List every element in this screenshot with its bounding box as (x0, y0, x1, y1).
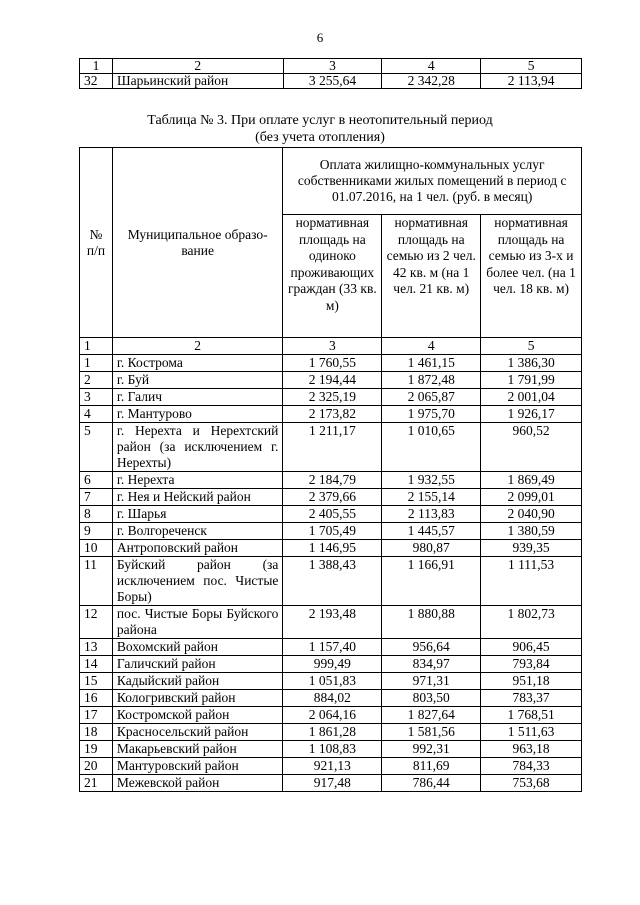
index-cell: 5 (481, 338, 582, 355)
row-number: 4 (80, 406, 113, 423)
row-value-three: 1 111,53 (481, 557, 582, 606)
row-number: 9 (80, 523, 113, 540)
row-value: 3 255,64 (283, 74, 382, 89)
row-value-three: 783,37 (481, 690, 582, 707)
table-title (0, 112, 640, 146)
row-value-two: 1 872,48 (382, 372, 481, 389)
index-cell: 2 (112, 338, 282, 355)
row-value-two: 1 010,65 (382, 423, 481, 472)
row-number: 32 (80, 74, 113, 89)
row-value-two: 1 880,88 (382, 606, 481, 639)
col3-header: нормативная площадь на одиноко проживающих граждан (33 кв. м) (283, 215, 382, 338)
row-value-single: 884,02 (283, 690, 382, 707)
row-value-two: 811,69 (382, 758, 481, 775)
row-value-three: 753,68 (481, 775, 582, 792)
row-name: пос. Чистые Боры Буйского района (112, 606, 282, 639)
row-name: Мантуровский район (112, 758, 282, 775)
row-value-single: 1 388,43 (283, 557, 382, 606)
row-value-three: 906,45 (481, 639, 582, 656)
row-number: 7 (80, 489, 113, 506)
row-value-two: 2 155,14 (382, 489, 481, 506)
table-row (80, 673, 582, 690)
table-row (80, 707, 582, 724)
row-value-two: 992,31 (382, 741, 481, 758)
header-cell: 5 (481, 59, 582, 74)
row-value-two: 1 461,15 (382, 355, 481, 372)
table-header-row (80, 148, 582, 215)
table-row (80, 372, 582, 389)
row-value-three: 939,35 (481, 540, 582, 557)
table-row (80, 606, 582, 639)
table-row (80, 656, 582, 673)
row-number: 18 (80, 724, 113, 741)
table-row (80, 74, 582, 89)
row-value-three: 2 001,04 (481, 389, 582, 406)
tariff-table (79, 147, 582, 792)
table-row (80, 775, 582, 792)
row-value-three: 1 380,59 (481, 523, 582, 540)
row-name: г. Нерехта и Нерехтский район (за исключением г. Нерехты) (112, 423, 282, 472)
table-row (80, 355, 582, 372)
row-name: Галичский район (112, 656, 282, 673)
row-value-three: 1 768,51 (481, 707, 582, 724)
table-row (80, 758, 582, 775)
row-value-two: 956,64 (382, 639, 481, 656)
row-name: Красносельский район (112, 724, 282, 741)
page-number: 6 (316, 30, 324, 45)
row-number: 5 (80, 423, 113, 472)
row-value-single: 2 379,66 (283, 489, 382, 506)
row-value-two: 834,97 (382, 656, 481, 673)
header-cell: 3 (283, 59, 382, 74)
row-number: 19 (80, 741, 113, 758)
row-number: 16 (80, 690, 113, 707)
row-name: г. Мантурово (112, 406, 282, 423)
row-value-three: 1 386,30 (481, 355, 582, 372)
table-row (80, 741, 582, 758)
row-value-three: 1 802,73 (481, 606, 582, 639)
row-name: Межевской район (112, 775, 282, 792)
col-name-header: Муниципальное образо-вание (112, 148, 282, 338)
row-value-single: 921,13 (283, 758, 382, 775)
row-number: 6 (80, 472, 113, 489)
row-value-three: 1 869,49 (481, 472, 582, 489)
row-name: г. Галич (112, 389, 282, 406)
row-value-single: 1 157,40 (283, 639, 382, 656)
index-cell: 1 (80, 338, 113, 355)
row-value-single: 2 325,19 (283, 389, 382, 406)
table-row (80, 472, 582, 489)
row-value-single: 1 705,49 (283, 523, 382, 540)
table-title-line: Таблица № 3. При оплате услуг в неотопительный период (147, 113, 493, 128)
row-value-single: 917,48 (283, 775, 382, 792)
row-value-single: 2 193,48 (283, 606, 382, 639)
row-value-two: 1 166,91 (382, 557, 481, 606)
header-cell: 1 (80, 59, 113, 74)
row-number: 10 (80, 540, 113, 557)
row-value-two: 971,31 (382, 673, 481, 690)
row-number: 15 (80, 673, 113, 690)
row-value-single: 1 760,55 (283, 355, 382, 372)
row-name: г. Волгореченск (112, 523, 282, 540)
row-number: 20 (80, 758, 113, 775)
row-number: 17 (80, 707, 113, 724)
table-row (80, 489, 582, 506)
row-value-single: 2 173,82 (283, 406, 382, 423)
row-value-three: 793,84 (481, 656, 582, 673)
row-value-single: 2 405,55 (283, 506, 382, 523)
row-number: 2 (80, 372, 113, 389)
table-row (80, 557, 582, 606)
table-row (80, 506, 582, 523)
row-value-single: 1 051,83 (283, 673, 382, 690)
row-number: 3 (80, 389, 113, 406)
row-number: 1 (80, 355, 113, 372)
row-name: г. Шарья (112, 506, 282, 523)
table-row (80, 690, 582, 707)
col-number-header: № п/п (80, 148, 113, 338)
row-value-two: 1 932,55 (382, 472, 481, 489)
header-cell: 4 (382, 59, 481, 74)
col4-header: нормативная площадь на семью из 2 чел. 42 кв. м (на 1 чел. 21 кв. м) (382, 215, 481, 338)
row-number: 21 (80, 775, 113, 792)
row-name: г. Кострома (112, 355, 282, 372)
row-value-single: 1 108,83 (283, 741, 382, 758)
row-value-three: 951,18 (481, 673, 582, 690)
col-group-header: Оплата жилищно-коммунальных услуг собственниками жилых помещений в период с 01.07.2016, на 1 чел. (руб. в месяц) (283, 148, 582, 215)
row-value-single: 1 211,17 (283, 423, 382, 472)
row-name: г. Нерехта (112, 472, 282, 489)
row-value-single: 2 184,79 (283, 472, 382, 489)
row-value-two: 803,50 (382, 690, 481, 707)
row-number: 8 (80, 506, 113, 523)
row-name: г. Нея и Нейский район (112, 489, 282, 506)
row-value-three: 960,52 (481, 423, 582, 472)
table-row (80, 406, 582, 423)
row-name: Костромской район (112, 707, 282, 724)
index-cell: 4 (382, 338, 481, 355)
top-table (79, 58, 582, 89)
row-value-two: 1 827,64 (382, 707, 481, 724)
row-name: г. Буй (112, 372, 282, 389)
row-value-three: 2 099,01 (481, 489, 582, 506)
row-value-two: 1 975,70 (382, 406, 481, 423)
row-value-single: 1 146,95 (283, 540, 382, 557)
row-value-single: 2 194,44 (283, 372, 382, 389)
row-value-three: 784,33 (481, 758, 582, 775)
table-header-row (80, 59, 582, 74)
index-cell: 3 (283, 338, 382, 355)
column-index-row (80, 338, 582, 355)
row-value-two: 2 113,83 (382, 506, 481, 523)
row-name: Шарьинский район (112, 74, 283, 89)
header-cell: 2 (112, 59, 283, 74)
row-value-two: 786,44 (382, 775, 481, 792)
row-value: 2 113,94 (481, 74, 582, 89)
row-value-three: 1 791,99 (481, 372, 582, 389)
table-row (80, 423, 582, 472)
table-row (80, 389, 582, 406)
row-value-single: 1 861,28 (283, 724, 382, 741)
row-value-single: 2 064,16 (283, 707, 382, 724)
table-row (80, 523, 582, 540)
row-value-three: 2 040,90 (481, 506, 582, 523)
row-number: 13 (80, 639, 113, 656)
row-number: 11 (80, 557, 113, 606)
table-row (80, 639, 582, 656)
row-number: 14 (80, 656, 113, 673)
row-value-two: 1 445,57 (382, 523, 481, 540)
table-subtitle: (без учета отопления) (255, 130, 385, 145)
row-name: Кадыйский район (112, 673, 282, 690)
row-name: Антроповский район (112, 540, 282, 557)
table-row (80, 724, 582, 741)
row-value: 2 342,28 (382, 74, 481, 89)
row-value-three: 963,18 (481, 741, 582, 758)
row-value-two: 980,87 (382, 540, 481, 557)
row-name: Кологривский район (112, 690, 282, 707)
row-value-two: 2 065,87 (382, 389, 481, 406)
row-name: Вохомский район (112, 639, 282, 656)
row-value-two: 1 581,56 (382, 724, 481, 741)
row-number: 12 (80, 606, 113, 639)
row-value-three: 1 511,63 (481, 724, 582, 741)
row-name: Буйский район (за исключением пос. Чистые Боры) (112, 557, 282, 606)
row-value-single: 999,49 (283, 656, 382, 673)
table-row (80, 540, 582, 557)
row-value-three: 1 926,17 (481, 406, 582, 423)
row-name: Макарьевский район (112, 741, 282, 758)
col5-header: нормативная площадь на семью из 3-х и более чел. (на 1 чел. 18 кв. м) (481, 215, 582, 338)
